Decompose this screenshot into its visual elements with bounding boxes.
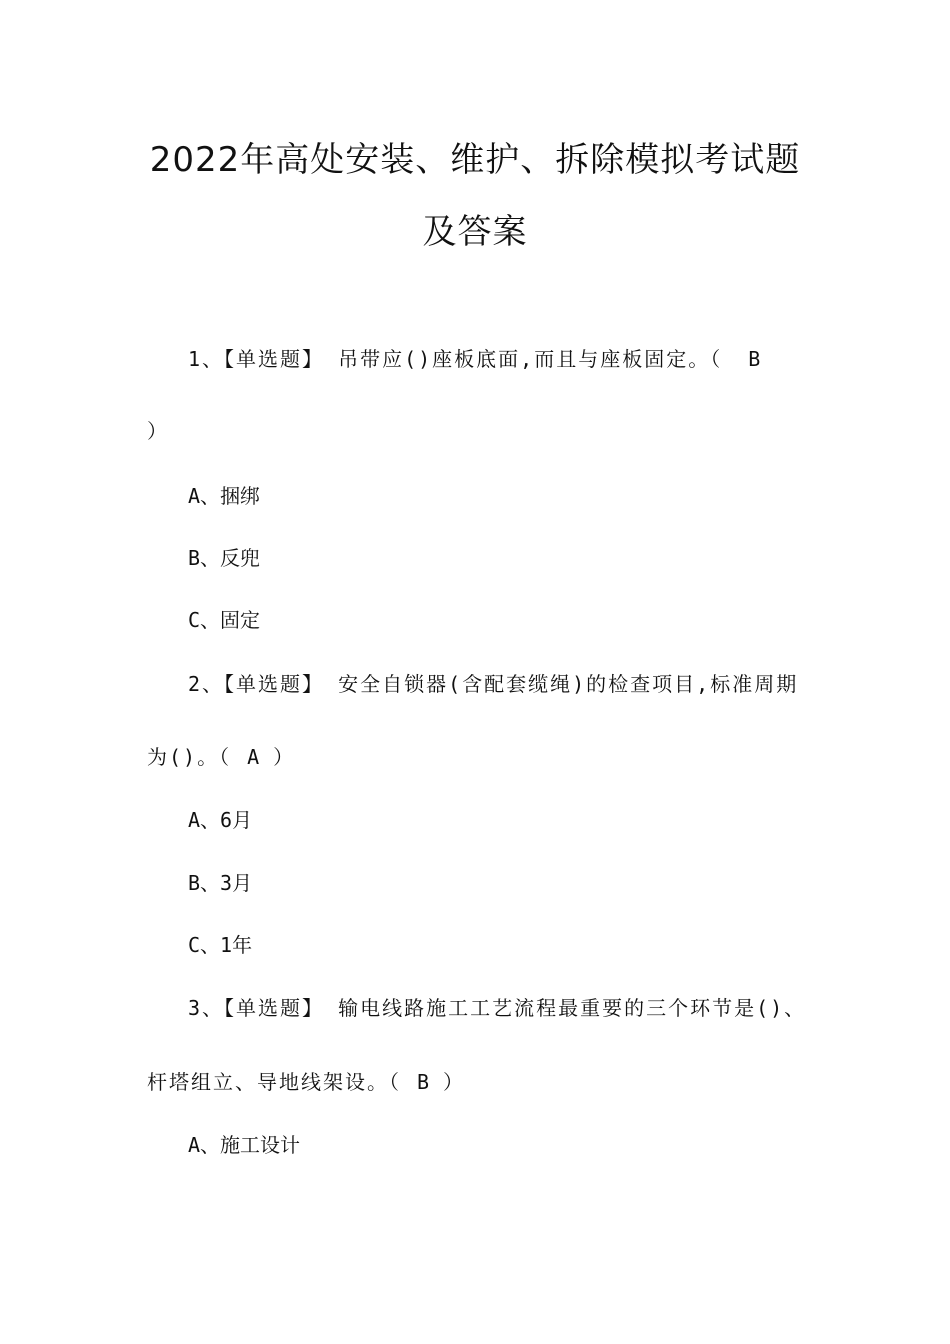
question-2-number: 2、 <box>188 672 225 696</box>
question-3-line-2 <box>147 1070 463 1094</box>
question-1-option-c: C、固定 <box>188 608 261 632</box>
question-2-text: 安全自锁器(含配套缆绳)的检查项目,标准周期 <box>324 672 799 696</box>
question-1-line-2: ） <box>147 419 167 443</box>
question-3-close-paren: ） <box>443 1070 464 1094</box>
question-2-line-2 <box>147 745 293 769</box>
question-2-text-cont: 为()。（ <box>147 745 232 769</box>
question-2-line-1 <box>188 672 798 696</box>
question-1-type: 【单选题】 <box>224 347 325 371</box>
question-3-text-cont: 杆塔组立、导地线架设。（ <box>147 1070 401 1094</box>
question-1-line-1 <box>188 347 760 371</box>
question-2-type: 【单选题】 <box>224 672 325 696</box>
question-2-option-b: B、3月 <box>188 871 253 895</box>
question-3-type: 【单选题】 <box>224 996 325 1020</box>
question-3-text: 输电线路施工工艺流程最重要的三个环节是()、 <box>324 996 807 1020</box>
question-1-text: 吊带应()座板底面,而且与座板固定。（ <box>324 347 723 371</box>
question-2-answer: A <box>247 745 260 769</box>
question-3-option-a: A、施工设计 <box>188 1133 301 1157</box>
question-3-answer: B <box>417 1070 430 1094</box>
question-3-number: 3、 <box>188 996 225 1020</box>
question-2-option-a: A、6月 <box>188 808 253 832</box>
question-2-option-c: C、1年 <box>188 933 253 957</box>
document-title-line-2: 及答案 <box>422 212 528 252</box>
question-2-close-paren: ） <box>273 745 294 769</box>
question-1-option-a: A、捆绑 <box>188 484 261 508</box>
question-1-option-b: B、反兜 <box>188 546 261 570</box>
question-3-line-1 <box>188 996 806 1020</box>
question-1-number: 1、 <box>188 347 225 371</box>
question-1-answer: B <box>748 347 761 371</box>
document-title-line-1: 2022年高处安装、维护、拆除模拟考试题 <box>149 140 801 180</box>
